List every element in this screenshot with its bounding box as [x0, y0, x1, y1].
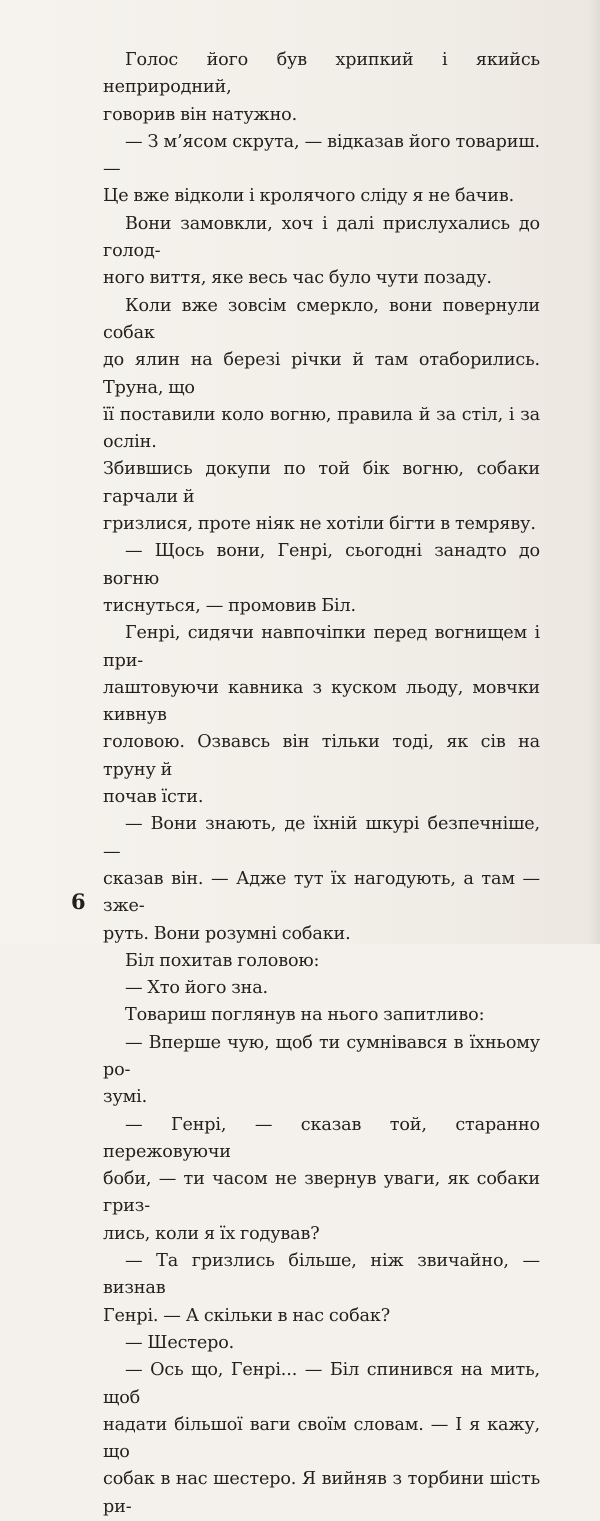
- paragraph-15: — Ось що, Генрі... — Біл спинився на мить, щоб надати більшої ваги своїм словам. — І я кажу, що собак в нас шестеро. Я вийняв з торбини шість ри-: [103, 1360, 540, 1517]
- page-text: [103, 47, 540, 1521]
- paragraph-2: — З м’ясом скрута, — відказав його товариш. — Це вже відколи і кролячого сліду я не бачив.: [103, 131, 540, 207]
- paragraph-13: — Та гризлись більше, ніж звичайно, — визнав Генрі. — А скільки в нас собак?: [103, 1251, 540, 1326]
- paragraph-11: — Вперше чую, щоб ти сумнівався в їхньому ро- зумі.: [103, 1032, 540, 1108]
- paragraph-5: — Щось вони, Генрі, сьогодні занадто до вогню тиснуться, — промовив Біл.: [103, 541, 540, 616]
- paragraph-4: Коли вже зовсім смеркло, вони повернули собак до ялин на березі річки й там отаборились. Труна, що її поставили коло вогню, правила й за стіл, і за ослін. Збившись докупи по той бік вогню, собаки гарчали й гризлися, проте ніяк не хотіли бігти в темряву.: [103, 295, 540, 535]
- page-number: 6: [71, 889, 86, 914]
- paragraph-14: — Шестеро.: [125, 1332, 235, 1353]
- page-edge-shadow: [588, 0, 600, 944]
- paragraph-9: — Хто його зна.: [125, 978, 269, 999]
- paragraph-8: Біл похитав головою:: [125, 950, 320, 971]
- paragraph-1: Голос його був хрипкий і якийсь неприродний, говорив він натужно.: [103, 50, 540, 125]
- paragraph-12: — Генрі, — сказав той, старанно пережовуючи боби, — ти часом не звернув уваги, як собаки гриз- лись, коли я їх годував?: [103, 1114, 540, 1244]
- paragraph-10: Товариш поглянув на нього запитливо:: [125, 1005, 485, 1026]
- paragraph-3: Вони замовкли, хоч і далі прислухались до голод- ного виття, яке весь час було чути позаду.: [103, 213, 540, 289]
- paragraph-7: — Вони знають, де їхній шкурі безпечніше, — сказав він. — Адже тут їх нагодують, а там — зже- руть. Вони розумні собаки.: [103, 814, 540, 944]
- paragraph-6: Генрі, сидячи навпочіпки перед вогнищем і при- лаштовуючи кавника з куском льоду, мовчки кивнув головою. Озвавсь він тільки тоді, як сів на труну й почав їсти.: [103, 623, 540, 808]
